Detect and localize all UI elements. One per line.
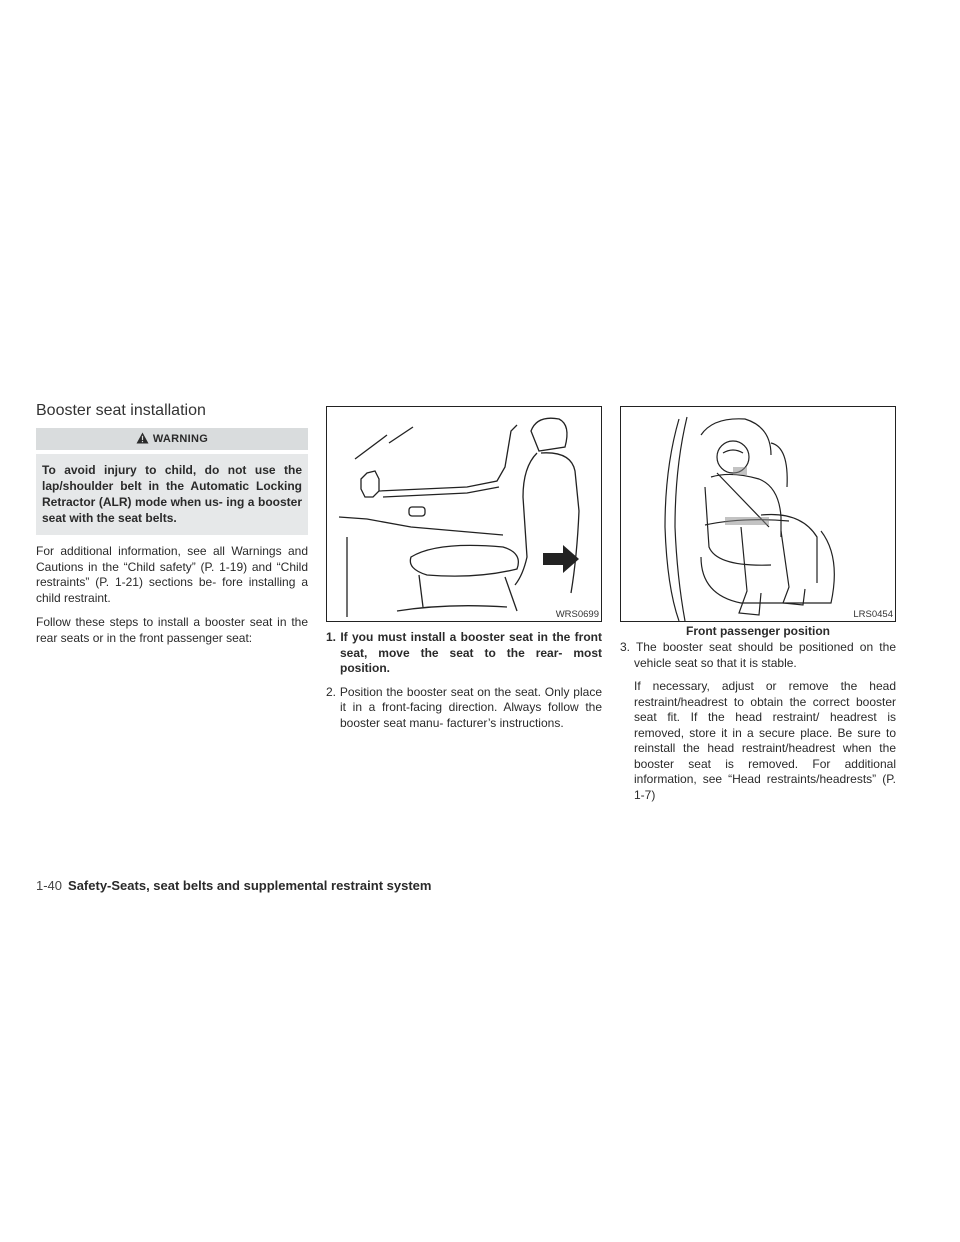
chapter-title: Safety-Seats, seat belts and supplemental restraint system <box>68 878 432 893</box>
booster-seat-illustration <box>621 407 896 622</box>
step-1-number: 1. <box>326 630 337 644</box>
step-1-text: If you must install a booster seat in the front seat, move the seat to the rear- most position. <box>340 630 602 675</box>
paragraph-additional-info: For additional information, see all Warnings and Cautions in the “Child safety” (P. 1-19) and “Child restraints” (P. 1-21) sections be- fore installing a child restraint. <box>36 544 308 605</box>
step-3-text: The booster seat should be positioned on the vehicle seat so that it is stable. <box>634 640 896 670</box>
figure-code: LRS0454 <box>853 609 893 620</box>
paragraph-follow-steps: Follow these steps to install a booster seat in the rear seats or in the front passenger seat: <box>36 615 308 645</box>
figure-caption: Front passenger position <box>685 624 830 638</box>
page-number: 1-40 <box>36 878 63 893</box>
step-2 <box>326 685 602 732</box>
warning-label: WARNING <box>152 433 209 445</box>
left-column <box>36 402 308 646</box>
figure-seat-illustration <box>326 406 602 622</box>
step-3 <box>620 640 896 671</box>
step-2-number: 2. <box>326 684 337 699</box>
section-title: Booster seat installation <box>36 402 206 419</box>
figure-code: WRS0699 <box>555 609 599 620</box>
page-footer <box>36 878 431 893</box>
right-column <box>620 402 896 803</box>
warning-text: To avoid injury to child, do not use the lap/shoulder belt in the Automatic Locking Retractor (ALR) mode when us- ing a booster seat with the seat belts. <box>36 454 308 535</box>
step-3-note: If necessary, adjust or remove the head restraint/headrest to obtain the correct booster seat fit. If the head restraint/ headrest is removed, store it in a secure place. Be sure to reinstall the head restraint/headrest when the booster seat is removed. For additional information, see “Head restraints/headrests” (P. 1-7) <box>634 679 896 802</box>
figure-booster-seat-illustration <box>620 406 896 622</box>
warning-icon <box>136 432 149 447</box>
step-1 <box>326 630 602 677</box>
step-2-text: Position the booster seat on the seat. Only place it in a front-facing direction. Always follow the booster seat manu- facturer’s instructions. <box>339 684 602 730</box>
step-3-number: 3. <box>620 640 631 654</box>
seat-illustration <box>327 407 602 622</box>
middle-column <box>326 402 602 731</box>
warning-header <box>36 428 308 450</box>
